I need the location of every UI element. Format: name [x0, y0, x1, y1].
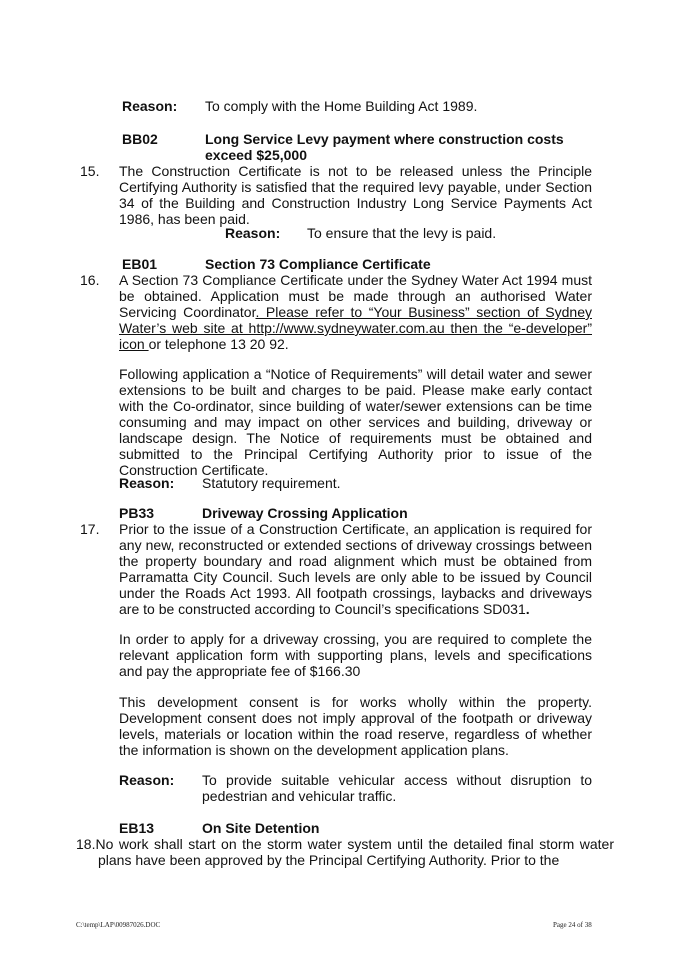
body-paragraph: Following application a “Notice of Requirements” will detail water and sewer extensions to be built and charges to be paid. Please make early contact with the Co-ordinator, since building of water/sewer extensions can be time consuming and may impact on other services and building, driveway or landscape design. The Notice of requirements must be obtained and submitted to the Principal Certifying Authority prior to issue of the Construction Certificate.	[119, 366, 592, 478]
condition-title: Driveway Crossing Application	[202, 505, 408, 521]
condition-number: 15.	[80, 163, 100, 179]
condition-code: EB13	[119, 820, 155, 836]
condition-title	[205, 131, 595, 163]
condition-code: EB01	[122, 256, 158, 272]
condition-number: 17.	[80, 521, 100, 537]
condition-body	[119, 272, 592, 352]
condition-code: BB02	[122, 131, 158, 147]
reason-text: Statutory requirement.	[202, 475, 341, 491]
body-paragraph: In order to apply for a driveway crossing, you are required to complete the relevant application form with supporting plans, levels and specifications and pay the appropriate fee of $166.30	[119, 631, 592, 679]
body-text: .	[525, 601, 530, 617]
reason-label: Reason:	[122, 98, 178, 114]
body-text: Prior to the issue of a Construction Certificate, an application is required for any new, reconstructed or extended sections of driveway crossings between the property boundary and road alignment which must be obtained from Parramatta City Council. Such levels are only able to be issued by Council under the Roads Act 1993. All footpath crossings, laybacks and driveways are to be constructed according to Council’s specifications SD031	[119, 521, 592, 617]
reason-label: Reason:	[119, 475, 175, 491]
condition-body: The Construction Certificate is not to be released unless the Principle Certifying Authority is satisfied that the required levy payable, under Section 34 of the Building and Construction Industry Long Service Payments Act 1986, has been paid.	[119, 163, 592, 227]
condition-number: 16.	[80, 272, 100, 288]
footer-file-path: C:\temp\LAP\00987026.DOC	[76, 921, 161, 929]
body-text: or telephone 13 20 92.	[148, 336, 289, 352]
condition-title: On Site Detention	[202, 820, 320, 836]
body-text: No work shall start on the storm water system until the detailed final storm water plans have been approved by the Principal Certifying Authority. Prior to the	[95, 836, 614, 868]
footer-page-number: Page 24 of 38	[553, 921, 592, 929]
condition-body	[119, 521, 592, 617]
condition-title: Section 73 Compliance Certificate	[205, 256, 431, 272]
reason-text: To ensure that the levy is paid.	[307, 225, 497, 241]
body-text: A Section 73 Compliance Certificate under the Sydney Water Act 1994 must be obtained. Application must be made through an authorised Water Servicing Coordinator	[119, 272, 592, 320]
sydney-water-link[interactable]: . Please refer to “Your Business” section of Sydney Water’s web site at http://www.sydneywater.com.au then the “e-developer” icon	[119, 304, 592, 352]
body-paragraph: This development consent is for works wholly within the property. Development consent does not imply approval of the footpath or driveway levels, materials or location within the road reserve, regardless of whether the information is shown on the development application plans.	[119, 694, 592, 758]
reason-text: To provide suitable vehicular access without disruption to pedestrian and vehicular traffic.	[202, 772, 592, 804]
condition-title-line: exceed $25,000	[205, 147, 307, 163]
reason-text: To comply with the Home Building Act 1989.	[205, 98, 478, 114]
condition-body	[76, 836, 614, 868]
reason-label: Reason:	[119, 772, 175, 788]
condition-number: 18.	[76, 836, 96, 852]
condition-title-line: Long Service Levy payment where construction costs	[205, 131, 564, 147]
condition-code: PB33	[119, 505, 155, 521]
reason-label: Reason:	[225, 225, 281, 241]
